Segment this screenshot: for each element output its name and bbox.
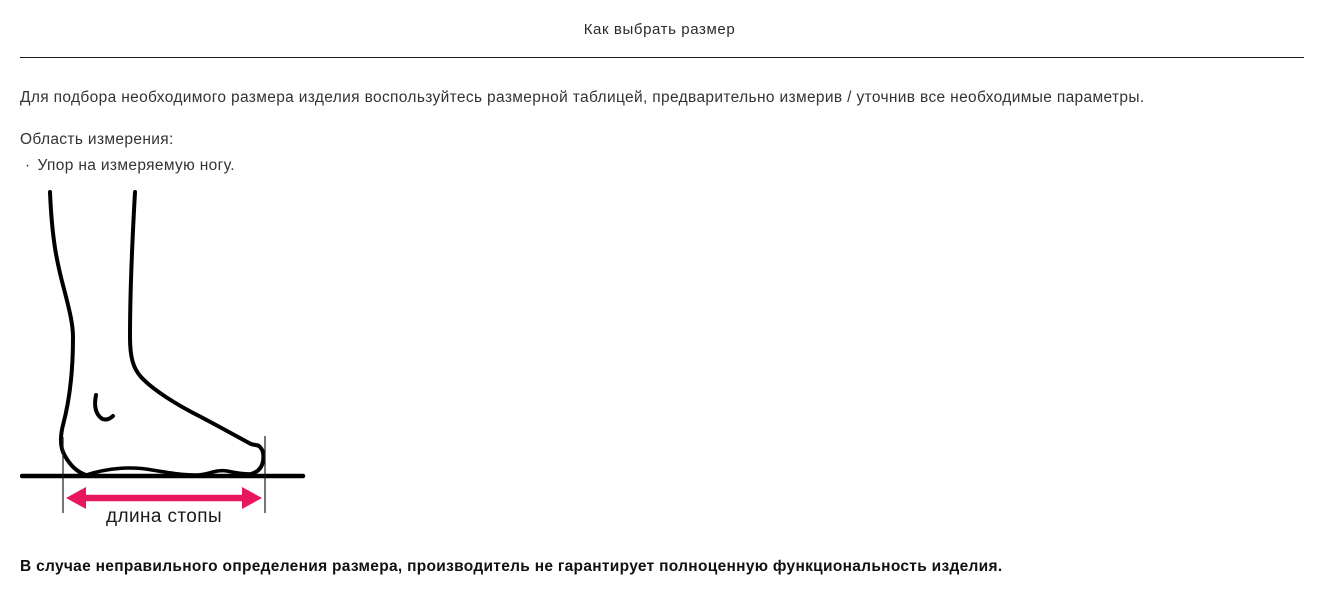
- leg-front-outline: [130, 192, 263, 474]
- foot-outline-drawing: [20, 185, 310, 519]
- list-item-text: Упор на измеряемую ногу.: [37, 157, 235, 174]
- measurement-area-heading: Область измерения:: [20, 131, 174, 148]
- leg-back-outline: [50, 192, 86, 475]
- warning-text: В случае неправильного определения размера, производитель не гарантирует полноценную функциональность изделия.: [20, 558, 1003, 575]
- foot-length-label: длина стопы: [105, 506, 223, 527]
- intro-text: Для подбора необходимого размера изделия воспользуйтесь размерной таблицей, предварительно измерив / уточнив все необходимые параметры.: [20, 89, 1145, 106]
- content-area: [0, 88, 1319, 576]
- page-title: Как выбрать размер: [583, 21, 736, 38]
- bullet-marker: ·: [25, 157, 31, 174]
- measurement-list: [20, 156, 1304, 175]
- ankle-mark: [95, 395, 113, 419]
- list-item: [20, 156, 1304, 175]
- title-divider: [20, 57, 1304, 58]
- foot-diagram: [20, 185, 330, 533]
